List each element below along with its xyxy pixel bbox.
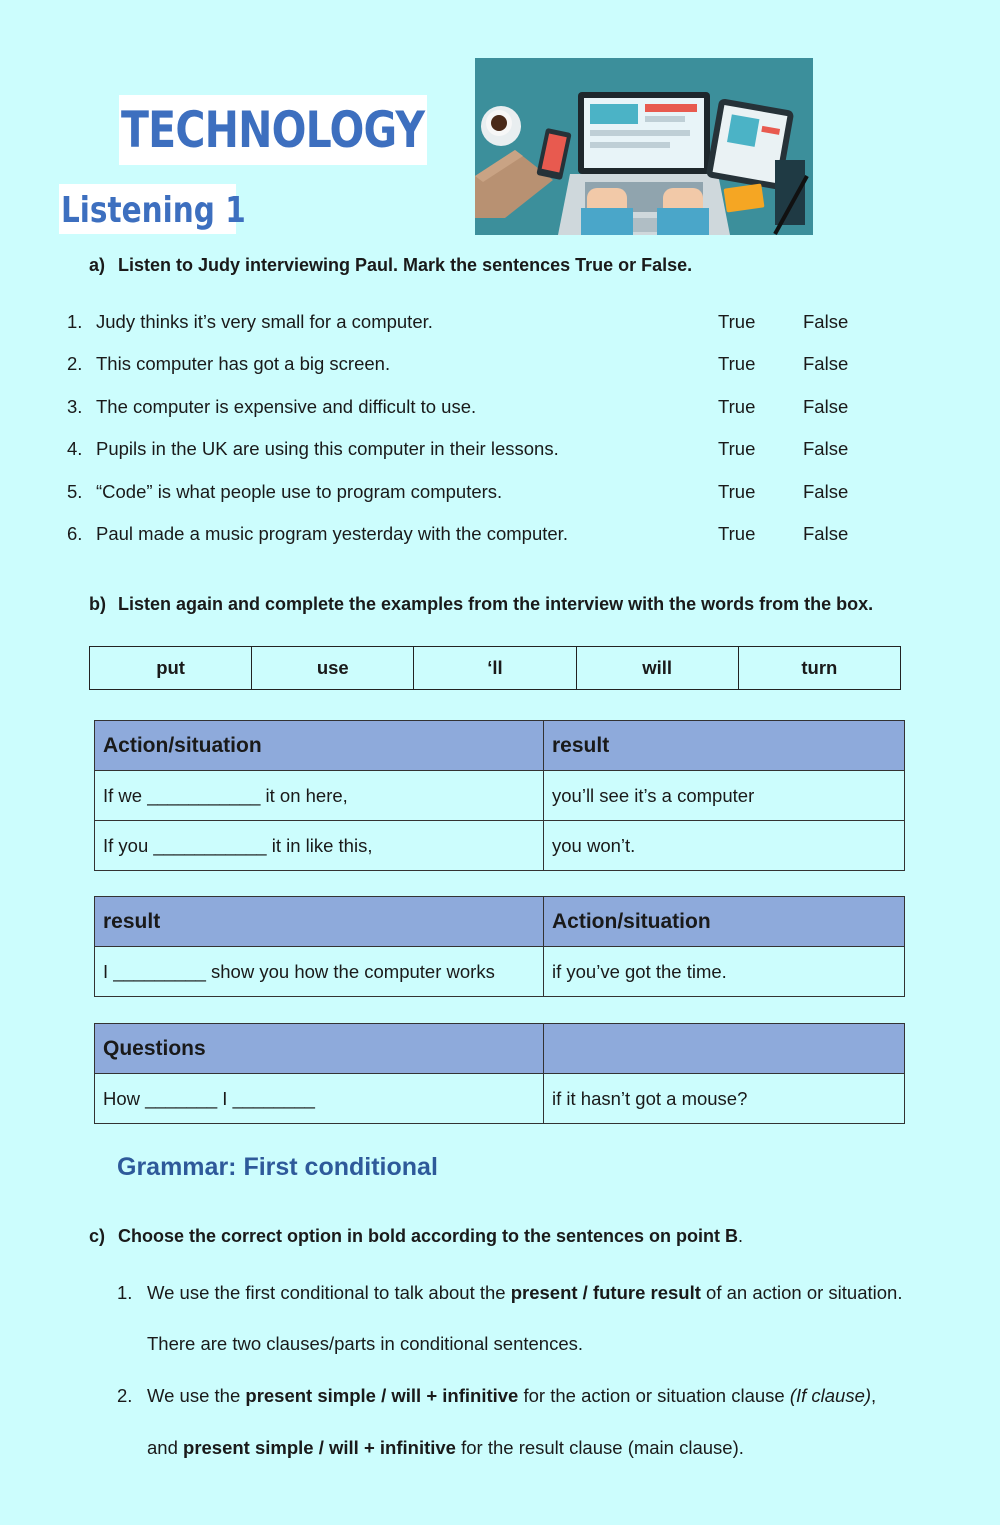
coffee-cup-icon bbox=[481, 106, 521, 146]
question-number: 4. bbox=[67, 438, 83, 459]
question-row bbox=[67, 311, 887, 337]
true-option[interactable]: True bbox=[718, 438, 756, 459]
word-option[interactable]: will bbox=[576, 647, 738, 690]
question-number: 1. bbox=[67, 311, 83, 332]
table-cell: if you’ve got the time. bbox=[544, 947, 905, 997]
question-number: 6. bbox=[67, 523, 83, 544]
true-option[interactable]: True bbox=[718, 523, 756, 544]
table-cell-blank[interactable]: I _________ show you how the computer works bbox=[95, 947, 544, 997]
question-number: 5. bbox=[67, 481, 83, 502]
false-option[interactable]: False bbox=[803, 396, 849, 417]
rule-item-1: 1. We use the first conditional to talk about the present / future result of an action or situation. bbox=[117, 1282, 903, 1303]
examples-table-3 bbox=[94, 1023, 905, 1124]
rule-item-1-line2: There are two clauses/parts in conditional sentences. bbox=[147, 1333, 584, 1354]
examples-table-1 bbox=[94, 720, 905, 871]
word-option[interactable]: use bbox=[252, 647, 414, 690]
false-option[interactable]: False bbox=[803, 353, 849, 374]
table-cell-blank[interactable]: If you ___________ it in like this, bbox=[95, 821, 544, 871]
table-cell: if it hasn’t got a mouse? bbox=[544, 1074, 905, 1124]
question-row bbox=[67, 438, 887, 464]
question-row bbox=[67, 481, 887, 507]
option-choice[interactable]: present simple / will + infinitive bbox=[245, 1385, 519, 1406]
table-cell: you won’t. bbox=[544, 821, 905, 871]
question-text: Judy thinks it’s very small for a computer. bbox=[96, 311, 433, 332]
table-header: Action/situation bbox=[544, 897, 905, 947]
table-header: result bbox=[544, 721, 905, 771]
table-header bbox=[544, 1024, 905, 1074]
table-cell-blank[interactable]: If we ___________ it on here, bbox=[95, 771, 544, 821]
false-option[interactable]: False bbox=[803, 481, 849, 502]
option-choice[interactable]: present / future result bbox=[510, 1282, 701, 1303]
table-header: Questions bbox=[95, 1024, 544, 1074]
table-header: result bbox=[95, 897, 544, 947]
false-option[interactable]: False bbox=[803, 311, 849, 332]
question-row bbox=[67, 523, 887, 549]
true-option[interactable]: True bbox=[718, 353, 756, 374]
question-text: The computer is expensive and difficult to use. bbox=[96, 396, 477, 417]
word-box bbox=[89, 646, 901, 690]
question-number: 3. bbox=[67, 396, 83, 417]
subtitle-box bbox=[59, 184, 246, 234]
question-text: This computer has got a big screen. bbox=[96, 353, 391, 374]
question-row bbox=[67, 396, 887, 422]
question-row bbox=[67, 353, 887, 379]
page-title: TECHNOLOGY bbox=[121, 101, 425, 159]
word-option[interactable]: put bbox=[90, 647, 252, 690]
true-option[interactable]: True bbox=[718, 481, 756, 502]
table-cell: you’ll see it’s a computer bbox=[544, 771, 905, 821]
instruction-c: c) Choose the correct option in bold according to the sentences on point B. bbox=[89, 1226, 744, 1246]
instruction-a: a) Listen to Judy interviewing Paul. Mark the sentences True or False. bbox=[89, 255, 693, 275]
examples-table-2 bbox=[94, 896, 905, 997]
false-option[interactable]: False bbox=[803, 523, 849, 544]
question-text: Pupils in the UK are using this computer in their lessons. bbox=[96, 438, 559, 459]
question-text: Paul made a music program yesterday with the computer. bbox=[96, 523, 568, 544]
option-choice[interactable]: present simple / will + infinitive bbox=[183, 1437, 456, 1458]
question-number: 2. bbox=[67, 353, 83, 374]
false-option[interactable]: False bbox=[803, 438, 849, 459]
grammar-heading: Grammar: First conditional bbox=[117, 1153, 438, 1181]
table-header: Action/situation bbox=[95, 721, 544, 771]
rule-item-2: 2. We use the present simple / will + infinitive for the action or situation clause (If clause), bbox=[117, 1385, 877, 1406]
technology-illustration bbox=[475, 58, 813, 235]
table-cell-blank[interactable]: How _______ I ________ bbox=[95, 1074, 544, 1124]
true-option[interactable]: True bbox=[718, 311, 756, 332]
question-text: “Code” is what people use to program computers. bbox=[96, 481, 503, 502]
word-option[interactable]: ‘ll bbox=[414, 647, 576, 690]
title-box bbox=[119, 95, 427, 165]
page-subtitle: Listening 1 bbox=[61, 190, 246, 231]
word-option[interactable]: turn bbox=[738, 647, 900, 690]
instruction-b: b) Listen again and complete the examples from the interview with the words from the box. bbox=[89, 594, 874, 614]
rule-item-2-line2: and present simple / will + infinitive for the result clause (main clause). bbox=[147, 1437, 744, 1458]
true-option[interactable]: True bbox=[718, 396, 756, 417]
notebook-icon bbox=[775, 160, 807, 234]
